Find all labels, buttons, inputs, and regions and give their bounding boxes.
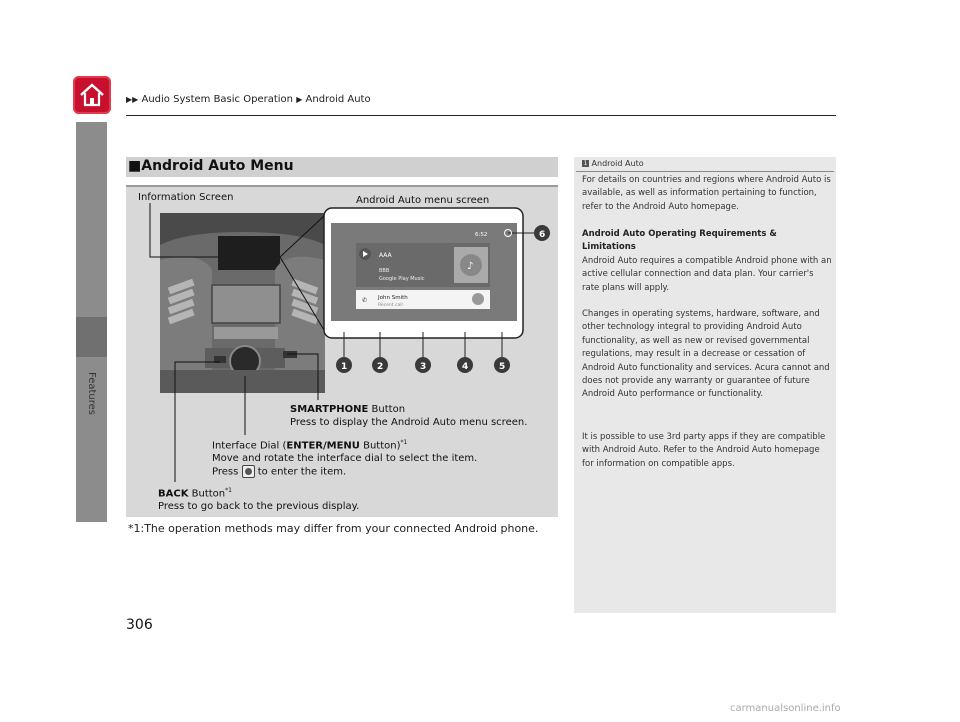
card-title: AAA bbox=[379, 252, 392, 259]
dial-label-post: Button) bbox=[359, 440, 401, 452]
card-line: Recent call bbox=[378, 303, 403, 308]
back-button-name: BACK bbox=[158, 488, 189, 500]
lower-screen bbox=[212, 285, 280, 323]
watermark: carmanualsonline.info bbox=[730, 703, 841, 714]
recent-call-card[interactable] bbox=[356, 290, 490, 309]
card-title: John Smith bbox=[378, 295, 408, 301]
back-footnote-ref: *1 bbox=[225, 487, 232, 494]
notes-heading bbox=[582, 159, 644, 168]
note-paragraph: It is possible to use 3rd party apps if they are compatible with Android Auto. Refer to the Android Auto homepage for information on compatible apps. bbox=[582, 432, 826, 469]
callout-4: 4 bbox=[462, 362, 469, 372]
svg-text:♪: ♪ bbox=[467, 261, 474, 272]
breadcrumb-arrow-icon: ▶▶ bbox=[126, 95, 139, 104]
breadcrumb-link-audio-system[interactable]: Audio System Basic Operation bbox=[141, 94, 293, 105]
enter-dial-icon bbox=[242, 465, 255, 478]
dial-label-pre: Interface Dial ( bbox=[212, 440, 287, 452]
note-paragraph: Changes in operating systems, hardware, software, and other technology integral to providing Android Auto functionality, as well as new or revised governmental regulations, may result in a decrease or cessation of Android Auto functionality and services. Acura cannot and does not provide any warranty or guarantee of future Android Auto performance or functionality. bbox=[582, 309, 830, 400]
svg-text:✆: ✆ bbox=[362, 297, 368, 304]
dial-desc-pre: Press bbox=[212, 466, 239, 478]
contact-avatar bbox=[472, 293, 484, 305]
callout-2: 2 bbox=[377, 362, 384, 372]
footnote: *1:The operation methods may differ from your connected Android phone. bbox=[128, 522, 539, 535]
interface-dial-label bbox=[212, 436, 477, 479]
information-screen bbox=[218, 236, 280, 270]
callout-5: 5 bbox=[499, 362, 506, 372]
breadcrumb-arrow-icon: ▶ bbox=[296, 95, 303, 104]
note-paragraph: For details on countries and regions where Android Auto is available, as well as information pertaining to function, refer to the Android Auto homepage. bbox=[582, 175, 831, 212]
information-screen-label: Information Screen bbox=[138, 192, 234, 203]
dial-label-bold: ENTER/MENU bbox=[286, 440, 360, 452]
card-line: Google Play Music bbox=[379, 276, 425, 282]
back-button-suffix: Button bbox=[188, 488, 226, 500]
breadcrumb-link-android-auto[interactable]: Android Auto bbox=[305, 94, 371, 105]
section-title: ■Android Auto Menu bbox=[128, 158, 294, 174]
menu-screen-label: Android Auto menu screen bbox=[356, 195, 490, 206]
smartphone-button-label bbox=[290, 403, 527, 429]
back-button-desc: Press to go back to the previous display. bbox=[158, 501, 360, 513]
notes-divider bbox=[576, 171, 834, 172]
screen-time: 6:52 bbox=[475, 232, 488, 238]
note-subheading bbox=[582, 228, 832, 255]
note-ref-icon: 1 bbox=[583, 160, 588, 167]
back-button-label bbox=[158, 484, 359, 513]
side-tab-label: Features bbox=[86, 372, 97, 415]
callout-1: 1 bbox=[341, 362, 348, 372]
dial-footnote-ref: *1 bbox=[400, 439, 408, 446]
dial-desc-post: to enter the item. bbox=[257, 466, 347, 478]
dial-desc: Move and rotate the interface dial to select the item. bbox=[212, 453, 478, 465]
notes-heading-text: Android Auto bbox=[591, 159, 644, 168]
card-line: BBB bbox=[379, 268, 390, 274]
smartphone-button-name: SMARTPHONE bbox=[290, 404, 369, 415]
callout-6: 6 bbox=[539, 230, 546, 240]
page-number: 306 bbox=[126, 617, 153, 633]
note-paragraph: Android Auto requires a compatible Android phone with an active cellular connection and data plan. Your carrier's rate plans will apply. bbox=[582, 256, 832, 293]
smartphone-button-desc: Press to display the Android Auto menu screen. bbox=[290, 417, 528, 428]
smartphone-button-suffix: Button bbox=[368, 404, 406, 415]
note-subheading-text: Android Auto Operating Requirements & Limitations bbox=[582, 229, 777, 253]
callout-3: 3 bbox=[420, 362, 427, 372]
